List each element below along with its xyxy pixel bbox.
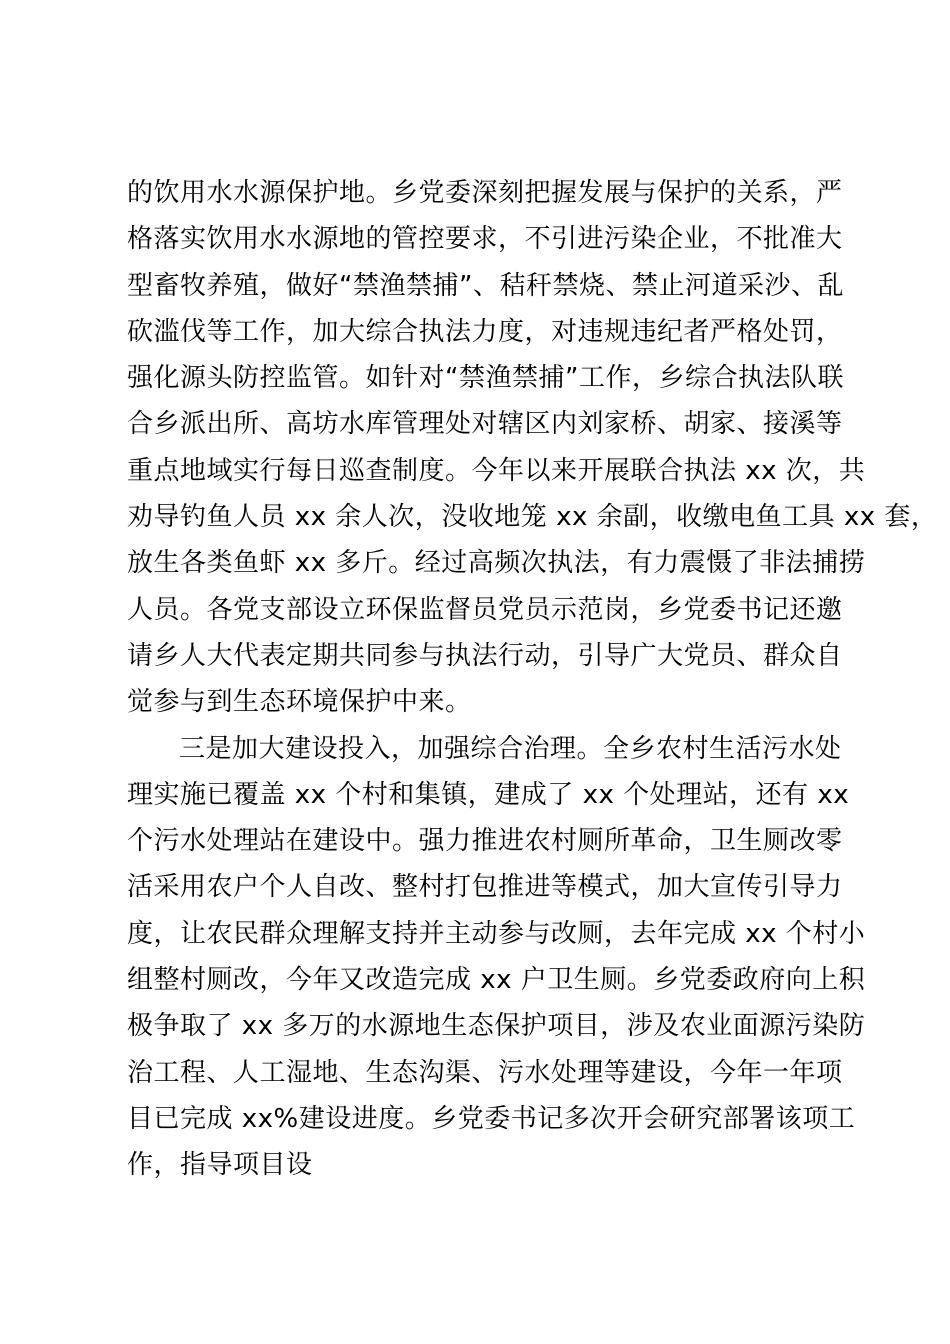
- text-line: 觉参与到生态环境保护中来。: [127, 687, 472, 718]
- text-line: 度，让农民群众理解支持并主动参与改厕，去年完成 xx 个村小: [127, 918, 866, 949]
- text-line: 作，指导项目设: [127, 1150, 313, 1181]
- text-line: 活采用农户个人自改、整村打包推进等模式，加大宣传引导力: [127, 872, 843, 903]
- text-line: 放生各类鱼虾 xx 多斤。经过高频次执法，有力震慑了非法捕捞: [127, 548, 866, 579]
- text-line: 型畜牧养殖，做好“禁渔禁捕”、秸秆禁烧、禁止河道采沙、乱: [127, 270, 844, 301]
- text-line: 个污水处理站在建设中。强力推进农村厕所革命，卫生厕改零: [127, 826, 843, 857]
- text-line: 的饮用水水源保护地。乡党委深刻把握发展与保护的关系，严: [127, 178, 843, 208]
- text-line: 理实施已覆盖 xx 个村和集镇，建成了 xx 个处理站，还有 xx: [127, 779, 850, 810]
- text-line: 合乡派出所、高坊水库管理处对辖区内刘家桥、胡家、接溪等: [127, 409, 843, 440]
- text-line: 砍滥伐等工作，加大综合执法力度，对违规违纪者严格处罚，: [127, 316, 843, 347]
- text-line: 劝导钓鱼人员 xx 余人次，没收地笼 xx 余副，收缴电鱼工具 xx 套，: [127, 502, 938, 533]
- text-line: 格落实饮用水水源地的管控要求，不引进污染企业，不批准大: [127, 224, 843, 255]
- text-line: 治工程、人工湿地、生态沟渠、污水处理等建设，今年一年项: [127, 1057, 843, 1088]
- text-line: 人员。各党支部设立环保监督员党员示范岗，乡党委书记还邀: [127, 594, 843, 625]
- text-line: 请乡人大代表定期共同参与执法行动，引导广大党员、群众自: [127, 640, 843, 671]
- text-line: 极争取了 xx 多万的水源地生态保护项目，涉及农业面源污染防: [127, 1011, 866, 1042]
- text-line: 强化源头防控监管。如针对“禁渔禁捕”工作，乡综合执法队联: [127, 363, 844, 394]
- text-line: 组整村厕改，今年又改造完成 xx 户卫生厕。乡党委政府向上积: [127, 965, 866, 996]
- paragraph-start-line: 三是加大建设投入，加强综合治理。全乡农村生活污水处: [179, 733, 842, 764]
- body-text: [127, 170, 938, 1189]
- text-line: 目已完成 xx%建设进度。乡党委书记多次开会研究部署该项工: [127, 1103, 856, 1134]
- text-line: 重点地域实行每日巡查制度。今年以来开展联合执法 xx 次，共: [127, 455, 866, 486]
